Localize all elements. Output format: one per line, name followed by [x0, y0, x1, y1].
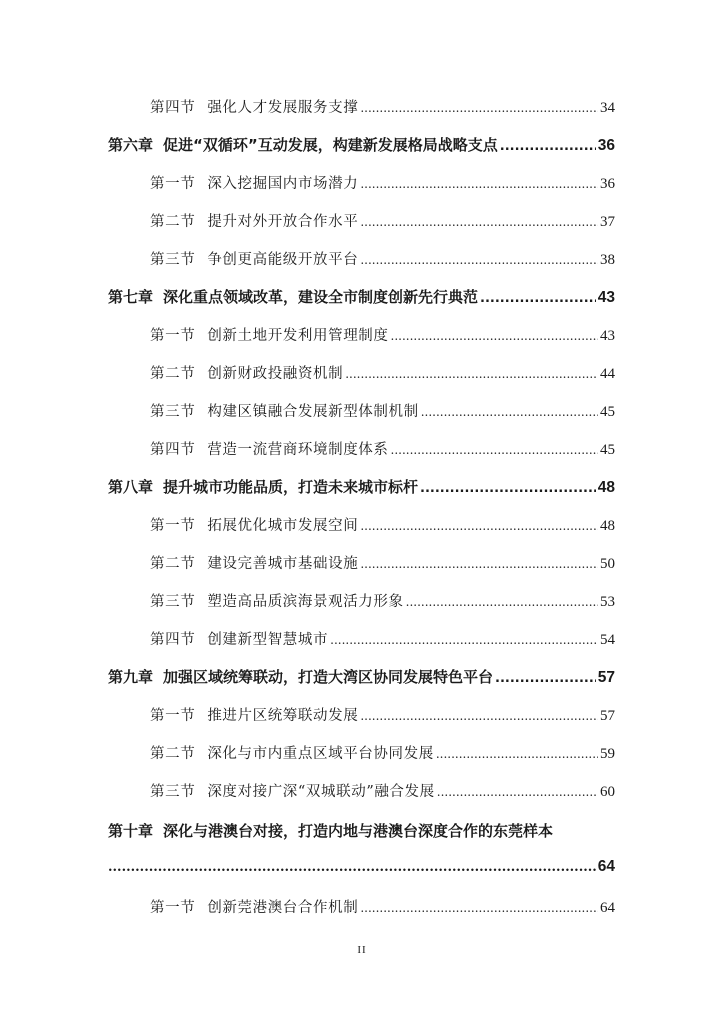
- section-label: 第三节: [150, 594, 196, 610]
- section-title: 深入挖掘国内市场潜力: [207, 176, 359, 192]
- page-number: 44: [600, 366, 615, 382]
- page-number: 38: [600, 252, 615, 268]
- section-label: 第一节: [150, 518, 196, 534]
- chapter-title: 促进“双循环”互动发展，构建新发展格局战略支点: [163, 136, 498, 154]
- page-footer-number: II: [357, 944, 367, 956]
- toc-section-entry[interactable]: [150, 96, 615, 117]
- page-number: 45: [600, 404, 615, 420]
- dot-leader: [360, 177, 598, 191]
- dot-leader: [360, 215, 598, 229]
- toc-section-entry[interactable]: [150, 590, 615, 611]
- dot-leader: [360, 253, 598, 267]
- section-label: 第二节: [150, 214, 196, 230]
- dot-leader: [360, 901, 598, 915]
- chapter-label: 第九章: [108, 668, 154, 686]
- toc-section-entry[interactable]: [150, 362, 615, 383]
- section-label: 第三节: [150, 252, 196, 268]
- section-label: 第二节: [150, 366, 196, 382]
- section-label: 第一节: [150, 900, 196, 916]
- chapter-title: 深化与港澳台对接，打造内地与港澳台深度合作的东莞样本: [163, 822, 554, 840]
- page-number: 60: [600, 784, 615, 800]
- dot-leader: [360, 101, 598, 115]
- section-title: 营造一流营商环境制度体系: [207, 442, 389, 458]
- toc-chapter-entry[interactable]: [108, 666, 615, 687]
- chapter-label: 第六章: [108, 136, 154, 154]
- dot-leader: [437, 785, 598, 799]
- section-title: 建设完善城市基础设施: [207, 556, 359, 572]
- page-number: 53: [600, 594, 615, 610]
- chapter-label: 第八章: [108, 478, 154, 496]
- section-title: 塑造高品质滨海景观活力形象: [207, 594, 404, 610]
- page-number: 36: [600, 176, 615, 192]
- chapter-label: 第十章: [108, 822, 154, 840]
- toc-section-entry[interactable]: [150, 896, 615, 917]
- toc-section-entry[interactable]: [150, 324, 615, 345]
- dot-leader: [421, 405, 598, 419]
- page-number: 45: [600, 442, 615, 458]
- dot-leader: [500, 139, 596, 154]
- page-number: 48: [597, 479, 615, 496]
- dot-leader: [360, 557, 598, 571]
- section-label: 第一节: [150, 176, 196, 192]
- page-number: 50: [600, 556, 615, 572]
- chapter-title: 深化重点领域改革，建设全市制度创新先行典范: [163, 288, 479, 306]
- dot-leader: [406, 595, 598, 609]
- page-number: 57: [600, 708, 615, 724]
- toc-chapter-entry[interactable]: [108, 134, 615, 155]
- section-label: 第四节: [150, 100, 196, 116]
- toc-chapter-entry[interactable]: [108, 476, 615, 497]
- section-title: 争创更高能级开放平台: [207, 252, 359, 268]
- section-label: 第二节: [150, 746, 196, 762]
- page-number: 64: [600, 900, 615, 916]
- toc-chapter-entry[interactable]: [108, 286, 615, 307]
- toc-section-entry[interactable]: [150, 704, 615, 725]
- toc-section-entry[interactable]: [150, 780, 615, 801]
- section-label: 第四节: [150, 442, 196, 458]
- dot-leader: [436, 747, 598, 761]
- page-number: 64: [597, 858, 615, 875]
- toc-section-entry[interactable]: [150, 552, 615, 573]
- section-title: 创新财政投融资机制: [207, 366, 344, 382]
- section-label: 第三节: [150, 404, 196, 420]
- section-label: 第二节: [150, 556, 196, 572]
- dot-leader: [360, 709, 598, 723]
- dot-leader: [360, 519, 598, 533]
- section-label: 第四节: [150, 632, 196, 648]
- toc-section-entry[interactable]: [150, 742, 615, 763]
- page-number: 48: [600, 518, 615, 534]
- section-label: 第一节: [150, 708, 196, 724]
- page-number: 37: [600, 214, 615, 230]
- page-number: 36: [597, 137, 615, 154]
- dot-leader: [345, 367, 598, 381]
- section-title: 强化人才发展服务支撑: [207, 100, 359, 116]
- dot-leader: [420, 481, 596, 496]
- toc-chapter-leader-line[interactable]: [108, 858, 615, 876]
- toc-section-entry[interactable]: [150, 172, 615, 193]
- toc-section-entry[interactable]: [150, 248, 615, 269]
- dot-leader: [330, 633, 598, 647]
- chapter-label: 第七章: [108, 288, 154, 306]
- section-label: 第一节: [150, 328, 196, 344]
- page-number: 43: [597, 289, 615, 306]
- dot-leader: [391, 443, 598, 457]
- toc-section-entry[interactable]: [150, 210, 615, 231]
- page-number: 54: [600, 632, 615, 648]
- toc-chapter-entry-wrapped[interactable]: [108, 820, 553, 841]
- page-number: 34: [600, 100, 615, 116]
- section-title: 创新土地开发利用管理制度: [207, 328, 389, 344]
- section-title: 深化与市内重点区域平台协同发展: [207, 746, 434, 762]
- section-title: 深度对接广深“双城联动”融合发展: [207, 784, 435, 800]
- toc-section-entry[interactable]: [150, 400, 615, 421]
- toc-section-entry[interactable]: [150, 438, 615, 459]
- section-label: 第三节: [150, 784, 196, 800]
- toc-section-entry[interactable]: [150, 514, 615, 535]
- dot-leader: [391, 329, 598, 343]
- section-title: 拓展优化城市发展空间: [207, 518, 359, 534]
- section-title: 提升对外开放合作水平: [207, 214, 359, 230]
- page-number: 59: [600, 746, 615, 762]
- section-title: 推进片区统筹联动发展: [207, 708, 359, 724]
- toc-section-entry[interactable]: [150, 628, 615, 649]
- section-title: 构建区镇融合发展新型体制机制: [207, 404, 419, 420]
- dot-leader: [480, 291, 596, 306]
- dot-leader: [495, 671, 596, 686]
- section-title: 创新莞港澳台合作机制: [207, 900, 359, 916]
- section-title: 创建新型智慧城市: [207, 632, 329, 648]
- chapter-title: 提升城市功能品质，打造未来城市标杆: [163, 478, 419, 496]
- page-number: 43: [600, 328, 615, 344]
- dot-leader: [108, 860, 596, 875]
- page-number: 57: [597, 669, 615, 686]
- chapter-title: 加强区域统筹联动，打造大湾区协同发展特色平台: [163, 668, 494, 686]
